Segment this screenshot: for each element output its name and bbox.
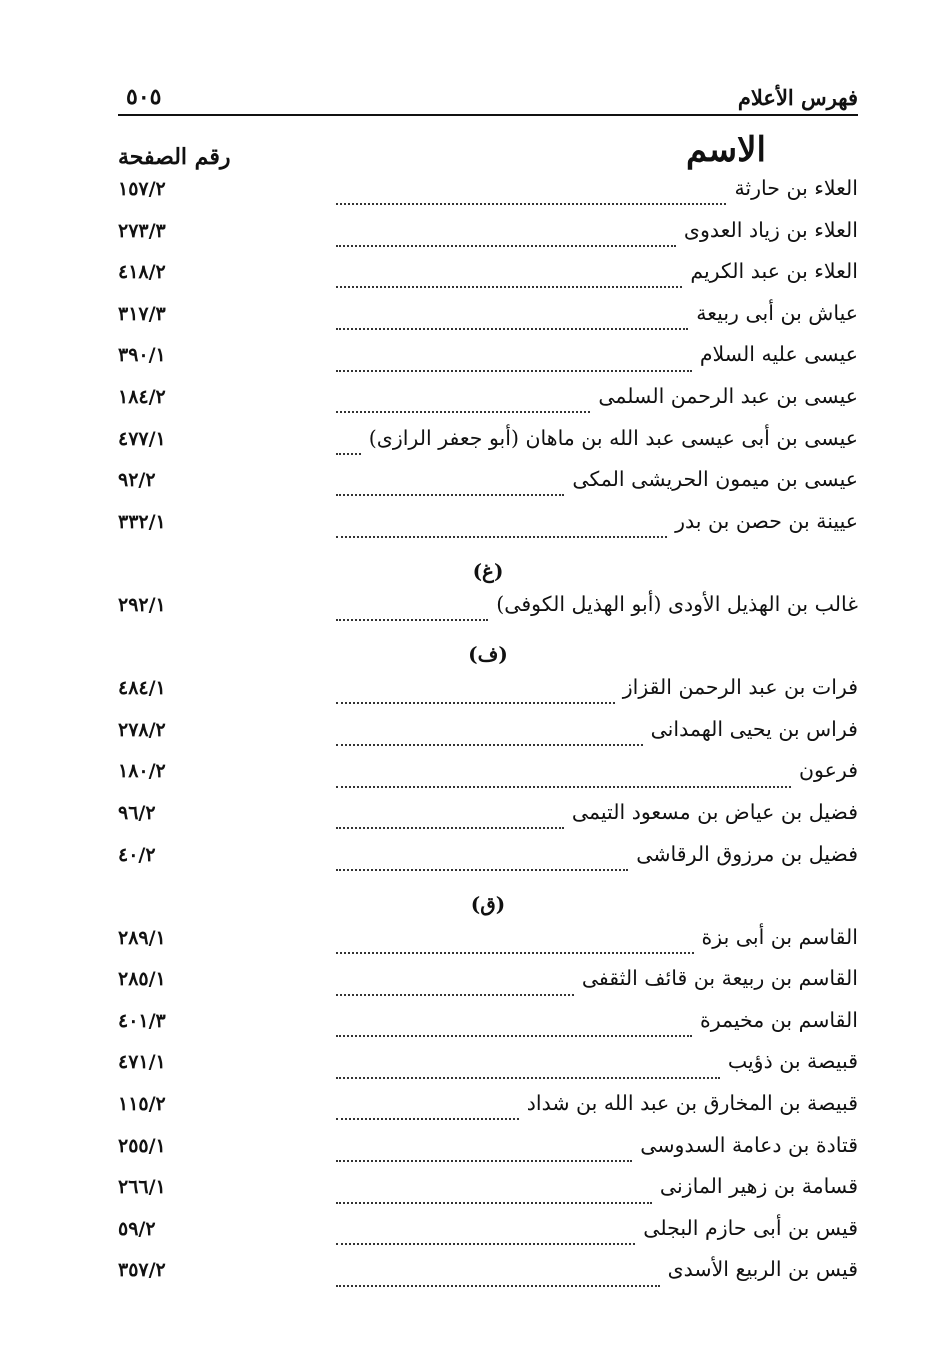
index-entry <box>118 966 858 1008</box>
entry-page-ref: ٢٦٦/١ <box>118 1176 166 1199</box>
entry-name: القاسم بن مخيمرة <box>699 1007 858 1032</box>
entry-page-ref: ٢٥٥/١ <box>118 1134 166 1157</box>
dot-leader <box>336 701 615 704</box>
dot-leader <box>336 868 628 871</box>
dot-leader <box>336 535 667 538</box>
running-head <box>118 70 858 116</box>
dot-leader <box>336 1117 519 1120</box>
entry-page-ref: ٤٧٧/١ <box>118 427 166 450</box>
entry-name: قيس بن الربيع الأسدى <box>667 1257 858 1282</box>
index-entry <box>118 1008 858 1050</box>
entry-name: قيس بن أبى حازم البجلى <box>643 1215 858 1240</box>
index-entry <box>118 384 858 426</box>
entry-name: قسامة بن زهير المازنى <box>659 1174 858 1199</box>
dot-leader <box>336 1034 692 1037</box>
entry-page-ref: ١١٥/٢ <box>118 1093 166 1116</box>
entry-name: قتادة بن دعامة السدوسى <box>640 1132 858 1157</box>
dot-leader <box>336 993 574 996</box>
letter-section-heading: (ف) <box>468 642 508 667</box>
dot-leader <box>336 743 643 746</box>
dot-leader <box>336 951 694 954</box>
index-entry <box>118 717 858 759</box>
entry-page-ref: ٣٥٧/٢ <box>118 1259 166 1282</box>
dot-leader <box>336 1242 635 1245</box>
index-entry <box>118 925 858 967</box>
name-column-header: الاسم <box>686 130 766 170</box>
entry-name: قبيصة بن المخارق بن عبد الله بن شداد <box>526 1091 858 1116</box>
dot-leader <box>336 452 361 455</box>
index-entry <box>118 1257 858 1299</box>
entry-page-ref: ٥٩/٢ <box>118 1217 156 1240</box>
index-entry <box>118 1174 858 1216</box>
dot-leader <box>336 244 676 247</box>
index-entry <box>118 842 858 884</box>
index-entry <box>118 1133 858 1175</box>
entry-page-ref: ٢٩٢/١ <box>118 593 166 616</box>
dot-leader <box>336 493 564 496</box>
entry-page-ref: ١٨٠/٢ <box>118 760 166 783</box>
entry-name: فرعون <box>799 758 858 783</box>
index-entry <box>118 426 858 468</box>
dot-leader <box>336 327 688 330</box>
entry-name: العلاء بن عبد الكريم <box>690 259 858 284</box>
entry-page-ref: ٣٣٢/١ <box>118 510 166 533</box>
entry-name: عيسى بن عبد الرحمن السلمى <box>598 383 858 408</box>
entry-name: فضيل بن مرزوق الرقاشى <box>636 841 858 866</box>
entry-name: فضيل بن عياض بن مسعود التيمى <box>571 799 858 824</box>
entry-name: عياش بن أبى ربيعة <box>696 300 858 325</box>
entry-page-ref: ٢٧٣/٣ <box>118 219 166 242</box>
entry-name: فراس بن يحيى الهمدانى <box>650 716 858 741</box>
entry-name: عيسى عليه السلام <box>699 342 858 367</box>
entry-page-ref: ٢٨٩/١ <box>118 926 166 949</box>
dot-leader <box>336 285 682 288</box>
dot-leader <box>336 202 726 205</box>
letter-section-heading: (ق) <box>470 891 506 916</box>
index-entry <box>118 1049 858 1091</box>
index-entry <box>118 1216 858 1258</box>
entry-page-ref: ٢٨٥/١ <box>118 968 166 991</box>
index-entry <box>118 176 858 218</box>
index-page <box>118 70 858 1299</box>
dot-leader <box>336 785 791 788</box>
entry-page-ref: ٤١٨/٢ <box>118 261 166 284</box>
entry-page-ref: ٤٨٤/١ <box>118 677 166 700</box>
index-entry <box>118 675 858 717</box>
index-entry <box>118 592 858 634</box>
dot-leader <box>336 1201 652 1204</box>
dot-leader <box>336 1284 660 1287</box>
dot-leader <box>336 826 564 829</box>
index-entry <box>118 509 858 551</box>
index-entry <box>118 259 858 301</box>
index-entry <box>118 758 858 800</box>
entry-page-ref: ٤٠/٢ <box>118 843 156 866</box>
entry-name: عيسى بن ميمون الحريشى المكى <box>572 467 858 492</box>
running-title: فهرس الأعلام <box>737 85 858 110</box>
page-column-header: رقم الصفحة <box>118 144 231 170</box>
dot-leader <box>336 1159 632 1162</box>
dot-leader <box>336 369 692 372</box>
entry-name: عيسى بن أبى عيسى عبد الله بن ماهان (أبو جعفر الرازى) <box>368 425 858 450</box>
entry-name: عيينة بن حصن بن بدر <box>675 508 858 533</box>
entry-name: قبيصة بن ذؤيب <box>727 1049 858 1074</box>
index-entry <box>118 218 858 260</box>
entry-page-ref: ٣١٧/٣ <box>118 302 166 325</box>
entry-page-ref: ١٥٧/٢ <box>118 178 166 200</box>
dot-leader <box>336 1076 720 1079</box>
index-entry <box>118 467 858 509</box>
letter-section-heading: (غ) <box>472 559 504 584</box>
dot-leader <box>336 618 488 621</box>
entry-page-ref: ٩٦/٢ <box>118 801 156 824</box>
entry-page-ref: ١٨٤/٢ <box>118 385 166 408</box>
entry-name: القاسم بن أبى بزة <box>701 924 858 949</box>
column-headers <box>118 120 858 170</box>
index-entry <box>118 342 858 384</box>
dot-leader <box>336 410 590 413</box>
entry-name: العلاء بن زياد العدوى <box>683 217 858 242</box>
entry-name: غالب بن الهذيل الأودى (أبو الهذيل الكوفى) <box>496 591 858 616</box>
entry-page-ref: ٤٧١/١ <box>118 1051 166 1074</box>
entry-page-ref: ٢٧٨/٢ <box>118 718 166 741</box>
entry-page-ref: ٣٩٠/١ <box>118 344 166 367</box>
index-entry <box>118 800 858 842</box>
entry-name: العلاء بن حارثة <box>734 176 858 200</box>
index-entry <box>118 301 858 343</box>
entry-name: فرات بن عبد الرحمن القزاز <box>622 675 858 700</box>
entry-name: القاسم بن ربيعة بن قائف الثقفى <box>581 966 858 991</box>
entry-page-ref: ٤٠١/٣ <box>118 1009 166 1032</box>
entry-page-ref: ٩٢/٢ <box>118 469 156 492</box>
index-entries <box>118 176 858 1299</box>
page-number: ٥٠٥ <box>126 84 162 110</box>
index-entry <box>118 1091 858 1133</box>
